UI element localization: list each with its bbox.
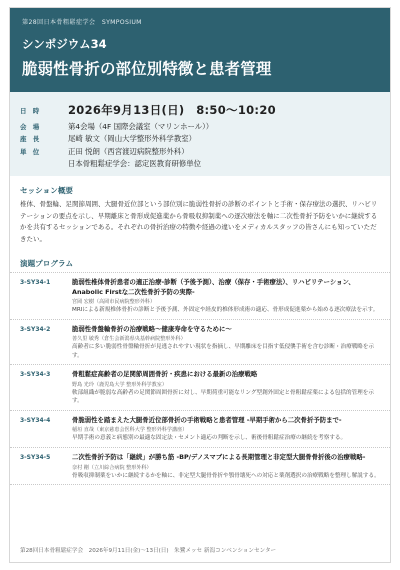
venue-value: 第4会場（4F 国際会議室（マリンホール）） bbox=[68, 121, 214, 131]
program-lecture-title: 脆弱性骨盤輪骨折の治療戦略～健康寿命を守るために～ bbox=[72, 324, 232, 333]
symposium-number: シンポジウム34 bbox=[22, 37, 107, 51]
footer-text: 第28回日本骨粗鬆症学会 2026年9月11日(金)～13日(日) 朱鷺メッセ 新潟コンベンションセンター bbox=[20, 548, 277, 554]
program-description: 骨吸収抑制薬をいかに継続するかを軸に、非定型大腿骨骨折や顎骨壊死への対応と薬剤選択の治療戦略を整理し解説する。 bbox=[72, 472, 380, 479]
chair-label: 座 長 bbox=[20, 135, 42, 144]
program-lecture-title: 二次性骨折予防は「継続」が勝ち筋 -BP/デノスマブによる長期管理と非定型大腿骨骨折後の治療戦略- bbox=[72, 453, 366, 462]
program-speaker: 善久里 敏秀（倉生会新潟県央基幹病院整形外科） bbox=[72, 336, 186, 343]
program-item bbox=[10, 272, 390, 319]
program-body bbox=[72, 416, 380, 443]
program-code: 3-SY34-3 bbox=[20, 371, 51, 379]
program-list bbox=[10, 272, 390, 485]
header-banner bbox=[10, 8, 390, 92]
congress-kicker: 第28回日本骨粗鬆症学会 SYMPOSIUM bbox=[22, 19, 142, 26]
chair-row bbox=[10, 133, 390, 146]
page-frame bbox=[9, 7, 391, 563]
program-description: 軟部組織が脆弱な高齢者の足関節周囲骨折に対し、早期荷重可能なリング型創外固定と骨粗鬆症薬による包括的管理を示す。 bbox=[72, 389, 374, 405]
chair-2: 正田 悦朗（西宮渡辺病院整形外科） bbox=[68, 146, 189, 156]
program-code: 3-SY34-5 bbox=[20, 454, 51, 462]
date-value: 2026年9月13日(日) 8:50～10:20 bbox=[68, 103, 276, 117]
program-description: 早期手術の意義と病態別の最適な固定法・セメント適応の判断を示し、術後骨粗鬆症治療の継続を考察する。 bbox=[72, 435, 347, 442]
program-code: 3-SY34-2 bbox=[20, 325, 51, 333]
program-body bbox=[72, 453, 380, 480]
venue-row bbox=[10, 120, 390, 133]
program-description: 高齢者に多い脆弱性骨盤輪骨折が見逃されやすい現状を指摘し、早期離床を目指す低侵襲手術を含む診断・治療戦略を示す。 bbox=[72, 344, 375, 359]
credit-label: 単 位 bbox=[20, 147, 42, 156]
session-info bbox=[10, 92, 390, 176]
program-body bbox=[72, 325, 380, 361]
program-description: MRIによる新規椎体骨折の診断と予後予測、外固定や経皮的椎体形成術の適応、骨形成促進薬から始める逐次療法を示す。 bbox=[72, 307, 379, 313]
venue-label: 会 場 bbox=[20, 122, 42, 131]
program-lecture-title: 骨脆弱性を踏まえた大腿骨近位部骨折の手術戦略と患者管理 -早期手術から二次骨折予防まで- bbox=[72, 415, 342, 424]
program-lecture-title: 脆弱性椎体骨折患者の適正治療-診断（予後予測）、治療（保存・手術療法）、リハビリテーション、Anabolic Firstな二次性骨折予防の実際- bbox=[72, 278, 355, 296]
program-code: 3-SY34-1 bbox=[20, 279, 51, 286]
program-item bbox=[10, 447, 390, 485]
overview-section bbox=[10, 185, 390, 245]
program-code: 3-SY34-4 bbox=[20, 416, 51, 424]
program-speaker: 稲垣 直哉（東京慈恵会医科大学 整形外科学講座） bbox=[72, 427, 188, 434]
credit-value: 日本骨粗鬆症学会：認定医教育研修単位 bbox=[68, 159, 202, 169]
date-label: 日 時 bbox=[20, 106, 42, 115]
program-item bbox=[10, 364, 390, 410]
program-body bbox=[72, 370, 380, 406]
page-title: 脆弱性骨折の部位別特徴と患者管理 bbox=[22, 60, 272, 78]
program-item bbox=[10, 410, 390, 447]
overview-text: 椎体、骨盤輪、足関節周囲、大腿骨近位部という部位別に脆弱性骨折の診断のポイントと手術・保存療法の選択、リハビリテーションの要点を示し、早期離床と骨形成促進薬から骨吸収抑制薬への逐次療法を軸に二次性骨折予防をいかに継続するかを共有するセッションである。それぞれの骨折治療の特徴や経過の違いをメディカルスタッフの皆さんにも知っていただきたい。 bbox=[20, 200, 378, 243]
program-speaker: 野島 光玲（鹿児島大学 整形外科学教室） bbox=[72, 381, 167, 388]
date-row bbox=[10, 100, 390, 120]
program-lecture-title: 骨粗鬆症高齢者の足関節周囲骨折・疾患における最新の治療戦略 bbox=[72, 370, 258, 379]
program-speaker: 奈村 剛（立川綜合病院 整形外科） bbox=[72, 464, 152, 471]
chair-row-2 bbox=[10, 145, 390, 158]
credit-row bbox=[10, 158, 390, 171]
program-speaker: 宮岡 宏樹（高岡市民病院整形外科） bbox=[72, 299, 156, 305]
program-item bbox=[10, 319, 390, 365]
overview-title: セッション概要 bbox=[20, 186, 74, 195]
program-title: 演題プログラム bbox=[20, 259, 74, 268]
chair-1: 尾崎 敏文（岡山大学整形外科学教室） bbox=[68, 134, 196, 144]
program-body bbox=[72, 278, 380, 315]
